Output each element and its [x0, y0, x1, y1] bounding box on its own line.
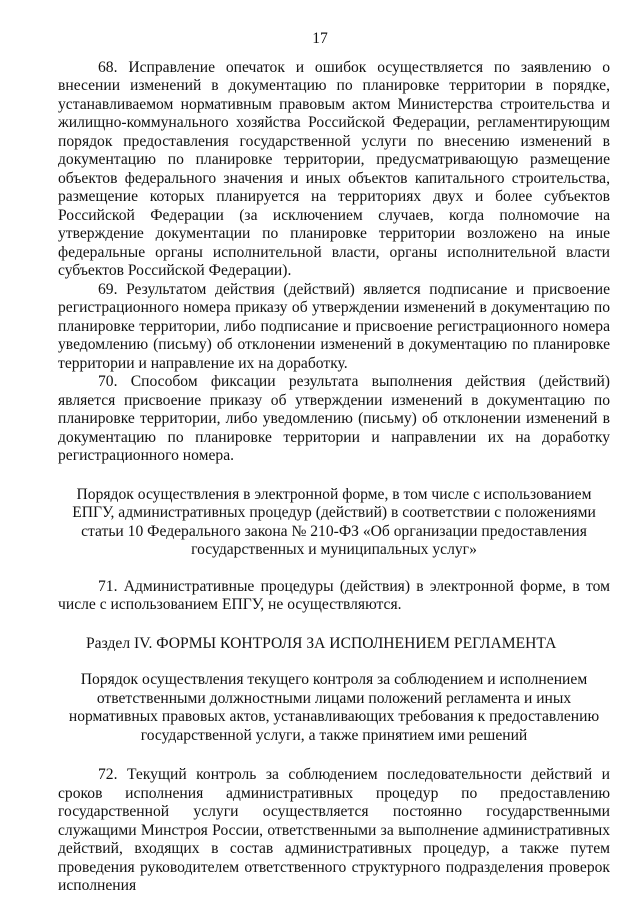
page-number: 17 [312, 30, 328, 47]
paragraph-71: 71. Административные процедуры (действия) в электронной форме, в том числе с использованием ЕПГУ, не осуществляются. [58, 577, 610, 613]
paragraph-68: 68. Исправление опечаток и ошибок осуществляется по заявлению о внесении изменений в документацию по планировке территории в порядке, устанавливаемом нормативным правовым актом Министерства строительства и жилищно-коммунального хозяйства Российской Федерации, регламентирующим порядок предоставления государственной услуги по внесению изменений в документацию по планировке территории, предусматривающую размещение объектов федерального значения и иных объектов капитального строительства, размещение которых планируется на территориях двух и более субъектов Российской Федерации (за исключением случаев, когда полномочие на утверждение документации по планировке территории возложено на иные федеральные органы исполнительной власти, органы исполнительной власти субъектов Российской Федерации). [58, 58, 610, 279]
paragraph-69: 69. Результатом действия (действий) является подписание и присвоение регистрационного номера приказу об утверждении изменений в документацию по планировке территории, либо подписание и присвоение регистрационного номера уведомлению (письму) об отклонении изменений в документацию по планировке территории и направление их на доработку. [58, 280, 610, 372]
heading-electronic-procedures: Порядок осуществления в электронной форме, в том числе с использованием ЕПГУ, административных процедур (действий) в соответствии с положениями статьи 10 Федерального закона № 210-ФЗ «Об организации предоставления государственных и муниципальных услуг» [72, 485, 596, 558]
heading-current-control: Порядок осуществления текущего контроля за соблюдением и исполнением ответственными должностными лицами положений регламента и иных нормативных правовых актов, устанавливающих требования к предоставлению государственной услуги, а также принятием ими решений [68, 671, 600, 744]
paragraph-72: 72. Текущий контроль за соблюдением последовательности действий и сроков исполнения административных процедур по предоставлению государственной услуги осуществляется постоянно государственными служащими Минстроя России, ответственными за выполнение административных действий, входящих в состав административных процедур, а также путем проведения руководителем ответственного структурного подразделения проверок исполнения [58, 766, 610, 894]
section-title: Раздел IV. ФОРМЫ КОНТРОЛЯ ЗА ИСПОЛНЕНИЕМ РЕГЛАМЕНТА [86, 634, 557, 652]
paragraph-70: 70. Способом фиксации результата выполнения действия (действий) является присвоение приказу об утверждении изменений в документацию по планировке территории, либо уведомлению (письму) об отклонении изменений в документацию по планировке территории и направлении их на доработку регистрационного номера. [58, 373, 610, 464]
